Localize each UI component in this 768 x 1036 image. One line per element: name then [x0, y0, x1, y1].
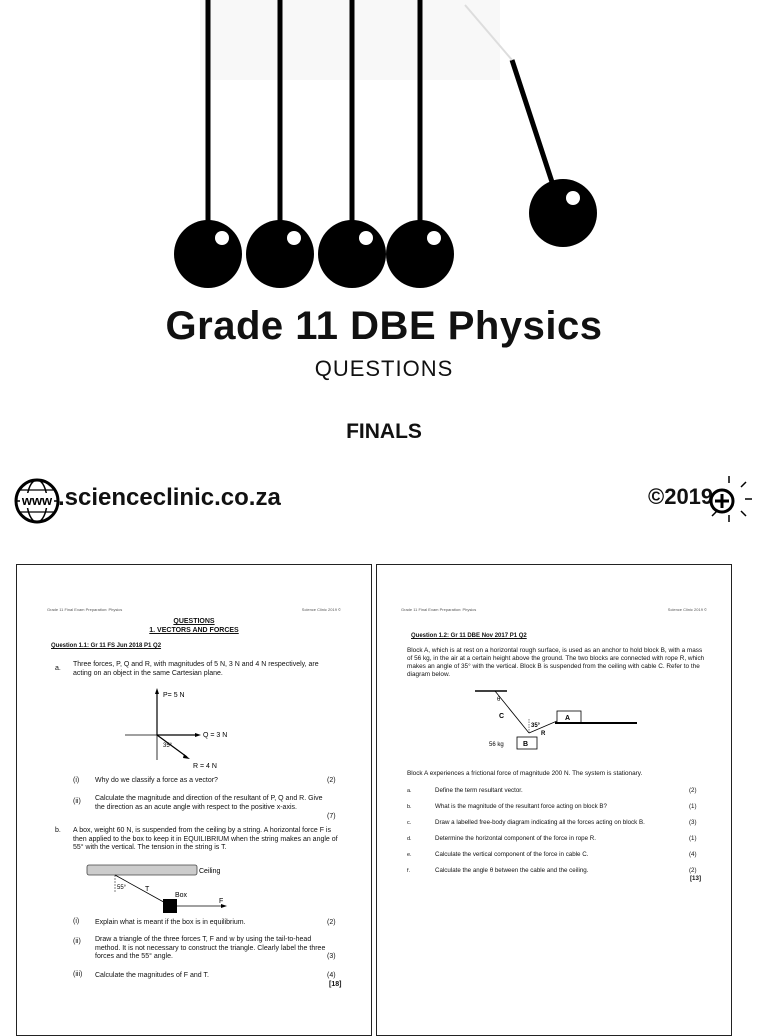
globe-icon — [14, 478, 60, 524]
question-text: What is the magnitude of the resultant force acting on block B? — [435, 803, 607, 810]
marks: (2) — [327, 777, 336, 784]
question-text: Define the term resultant vector. — [435, 787, 523, 794]
question-text: Explain what is meant if the box is in equilibrium. — [95, 919, 246, 926]
label-p: P= 5 N — [163, 692, 185, 699]
item-label: c. — [407, 820, 412, 826]
item-label: (ii) — [73, 798, 81, 805]
box-diagram — [83, 861, 283, 921]
label-q: Q = 3 N — [203, 732, 228, 739]
label-b: B — [523, 741, 529, 748]
cover-title: Grade 11 DBE Physics — [165, 304, 603, 348]
item-label: e. — [407, 852, 412, 858]
item-label: (i) — [73, 777, 80, 784]
label-r: R — [541, 731, 546, 737]
item-label: f. — [407, 868, 411, 874]
label-mass: 56 kg — [489, 742, 504, 748]
label-angle-35: 35° — [531, 723, 541, 729]
item-label: (ii) — [73, 938, 81, 945]
label-f: F — [219, 898, 224, 905]
question-text: Calculate the magnitude and direction of the resultant of P, Q and R. Give the direction as an acute angle with respect to the positive x-axis. — [95, 795, 323, 811]
item-label: (i) — [73, 918, 80, 925]
item-label: b. — [407, 804, 412, 810]
label-r: R = 4 N — [193, 763, 217, 770]
marks: (4) — [327, 972, 336, 979]
marks: (2) — [689, 867, 697, 874]
item-label: a. — [407, 788, 412, 794]
copyright-plus-icon — [704, 474, 754, 524]
item-label: d. — [407, 836, 412, 842]
vector-diagram — [117, 685, 257, 775]
question-text: Three forces, P, Q and R, with magnitudes of 5 N, 3 N and 4 N respectively, are acting on an object in the same Cartesian plane. — [73, 661, 319, 677]
marks: (3) — [689, 819, 697, 826]
cover-edition: FINALS — [346, 420, 422, 443]
label-angle: 35° — [163, 743, 173, 749]
question-intro: Block A, which is at rest on a horizontal rough surface, is used as an anchor to hold block B, with a mass of 56 kg, in the air at a certain height above the ground. The two blocks are connected with rope R, which makes an angle of 35° with the vertical. Block B is suspended from the ceiling with cable C. Refer to the diagram below. — [407, 647, 705, 678]
preview-page-1[interactable] — [16, 564, 372, 1036]
question-text: Calculate the magnitudes of F and T. — [95, 972, 209, 979]
page1-heading: QUESTIONS — [173, 618, 215, 625]
newtons-cradle-graphic — [0, 0, 768, 300]
question-title: Question 1.1: Gr 11 FS Jun 2018 P1 Q2 — [51, 643, 162, 649]
cradle-balls — [174, 179, 597, 288]
label-t: T — [145, 886, 150, 893]
label-theta: θ — [497, 697, 501, 703]
label-c: C — [499, 713, 505, 720]
marks: (1) — [689, 803, 697, 810]
marks: (2) — [327, 919, 336, 926]
label-a: A — [565, 715, 571, 722]
question-text: Draw a triangle of the three forces T, F and w by using the tail-to-head method. It is not necessary to construct the triangle. Clearly label the three forces and the 55° angle. — [95, 936, 326, 960]
preview-page-2[interactable] — [376, 564, 732, 1036]
page2-header-right: Science Clinic 2019 © — [667, 607, 707, 612]
label-box: Box — [175, 892, 188, 899]
question-text: Calculate the angle θ between the cable and the ceiling. — [435, 867, 589, 874]
total-marks: [18] — [329, 981, 342, 988]
cover-subtitle: QUESTIONS — [314, 356, 454, 381]
block-diagram — [467, 685, 667, 755]
website-link[interactable]: .scienceclinic.co.za — [58, 484, 281, 511]
question-text: Determine the horizontal component of the force in rope R. — [435, 835, 596, 842]
question-text: A box, weight 60 N, is suspended from the ceiling by a string. A horizontal force F is then applied to the box to keep it in EQUILIBRIUM when the string makes an angle of 55° with the vertical. The tension in the string is T. — [73, 827, 338, 851]
marks: (1) — [689, 835, 697, 842]
question-text: Calculate the vertical component of the force in cable C. — [435, 851, 589, 858]
marks: (7) — [327, 813, 336, 820]
item-label: a. — [55, 665, 61, 672]
marks: (3) — [327, 953, 336, 960]
copyright-text: ©2019 — [648, 484, 714, 509]
label-ceiling: Ceiling — [199, 868, 221, 875]
label-angle-55: 55° — [117, 885, 127, 891]
page1-header-right: Science Clinic 2019 © — [301, 607, 341, 612]
question-text: Why do we classify a force as a vector? — [95, 777, 218, 784]
total-marks: [13] — [690, 875, 702, 882]
item-label: b. — [55, 827, 61, 834]
page1-header-left: Grade 11 Final Exam Preparation: Physics — [47, 607, 123, 612]
website-badge-text: www — [21, 493, 53, 508]
question-text: Block A experiences a frictional force of magnitude 200 N. The system is stationary. — [407, 770, 643, 777]
marks: (2) — [689, 787, 697, 794]
marks: (4) — [689, 851, 697, 858]
page1-subheading: 1. VECTORS AND FORCES — [149, 627, 239, 634]
item-label: (iii) — [73, 971, 83, 978]
question-text: Draw a labelled free-body diagram indicating all the forces acting on block B. — [435, 819, 645, 826]
page2-header-left: Grade 11 Final Exam Preparation: Physics — [401, 607, 477, 612]
question-title: Question 1.2: Gr 11 DBE Nov 2017 P1 Q2 — [411, 633, 527, 639]
